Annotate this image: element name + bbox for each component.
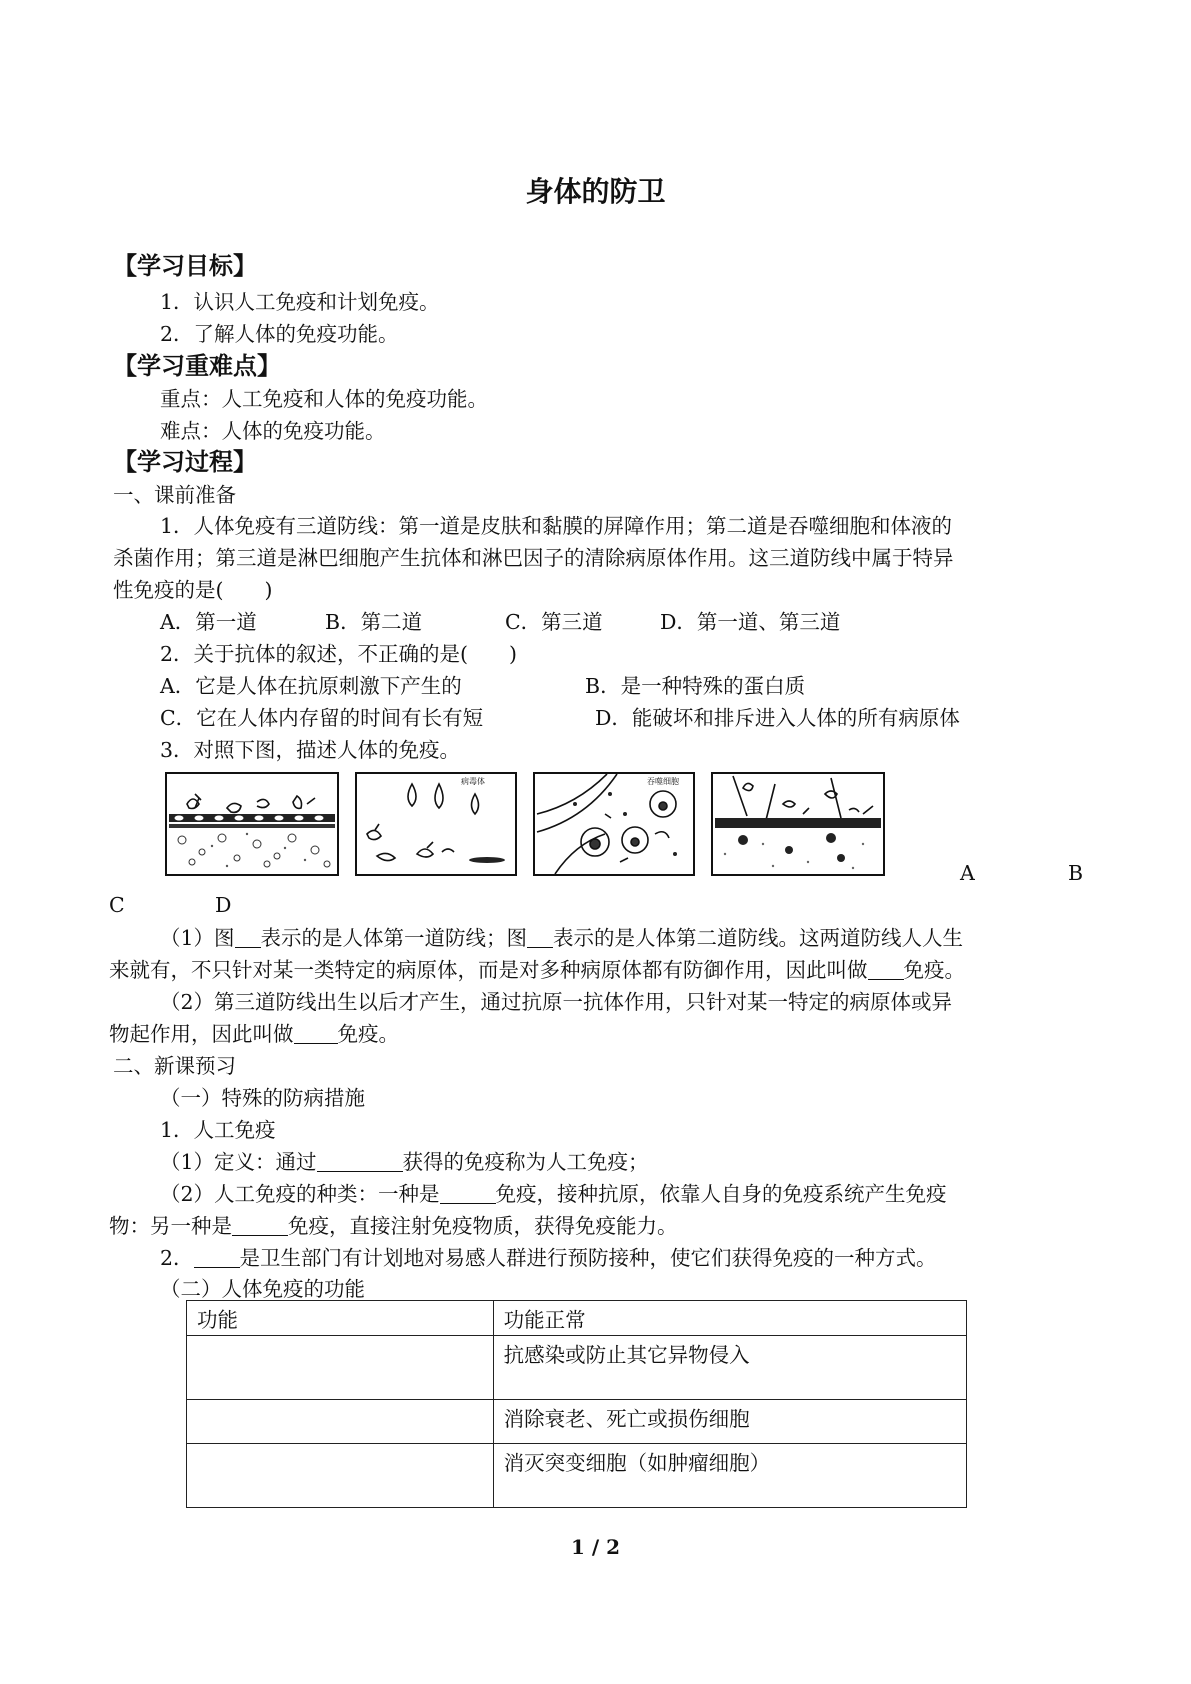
text-segment: （1）图 xyxy=(160,926,235,950)
types-line xyxy=(160,1178,947,1210)
table-cell: 抗感染或防止其它异物侵入 xyxy=(493,1336,966,1400)
q1-option-b: B．第二道 xyxy=(325,610,423,634)
fill-in-1-line xyxy=(160,922,963,954)
q1-option-d: D．第一道、第三道 xyxy=(660,610,841,634)
answer-blank[interactable] xyxy=(317,1149,403,1172)
text-segment: 获得的免疫称为人工免疫； xyxy=(402,1150,649,1174)
question-1-line: 杀菌作用；第三道是淋巴细胞产生抗体和淋巴因子的清除病原体作用。这三道防线中属于特异 xyxy=(113,546,954,570)
key-heading: 【学习重难点】 xyxy=(113,352,281,380)
figure-bactericidal xyxy=(355,772,517,876)
page-number: 1 / 2 xyxy=(570,1535,621,1559)
figure-phagocyte xyxy=(533,772,695,876)
q2-option-d: D．能破坏和排斥进入人体的所有病原体 xyxy=(595,706,960,730)
planned-immunization-line xyxy=(160,1242,937,1274)
fill-in-1-line xyxy=(109,954,965,986)
table-row xyxy=(187,1336,967,1400)
text-segment: 是卫生部门有计划地对易感人群进行预防接种，使它们获得免疫的一种方式。 xyxy=(239,1246,937,1270)
types-line xyxy=(109,1210,678,1242)
figure-label-a: A xyxy=(960,861,975,885)
fill-in-2-line xyxy=(109,1018,399,1050)
q2-option-b: B．是一种特殊的蛋白质 xyxy=(585,674,806,698)
table-cell[interactable] xyxy=(187,1336,494,1400)
text-segment: 表示的是人体第二道防线。这两道防线人人生 xyxy=(553,926,964,950)
preview-subheading: （一）特殊的防病措施 xyxy=(160,1086,365,1110)
table-header-cell: 功能正常 xyxy=(493,1301,966,1336)
figure-label-b: B xyxy=(1068,861,1084,885)
fill-in-2-line: （2）第三道防线出生以后才产生，通过抗原一抗体作用，只针对某一特定的病原体或异 xyxy=(160,990,953,1014)
key-point: 难点：人体的免疫功能。 xyxy=(160,419,386,443)
table-cell: 消除衰老、死亡或损伤细胞 xyxy=(493,1400,966,1444)
q1-option-a: A．第一道 xyxy=(160,610,257,634)
text-segment: 免疫，直接注射免疫物质，获得免疫能力。 xyxy=(288,1214,678,1238)
text-segment: 免疫。 xyxy=(337,1022,399,1046)
answer-blank[interactable] xyxy=(194,1245,240,1268)
preview-subheading: （二）人体免疫的功能 xyxy=(160,1277,365,1301)
q2-option-a: A．它是人体在抗原刺激下产生的 xyxy=(160,674,462,698)
q1-option-c: C．第三道 xyxy=(505,610,603,634)
text-segment: （1）定义：通过 xyxy=(160,1150,317,1174)
question-1-line: 1．人体免疫有三道防线：第一道是皮肤和黏膜的屏障作用；第二道是吞噬细胞和体液的 xyxy=(160,514,953,538)
answer-blank[interactable] xyxy=(232,1213,288,1236)
answer-blank[interactable] xyxy=(440,1181,496,1204)
goal-item: 2．了解人体的免疫功能。 xyxy=(160,322,399,346)
text-segment: 2． xyxy=(160,1246,194,1270)
table-cell[interactable] xyxy=(187,1444,494,1508)
preview-heading: 二、新课预习 xyxy=(113,1054,236,1078)
figure-caption: 病毒体 xyxy=(461,777,485,786)
figure-lymphocyte xyxy=(711,772,885,876)
table-header-row xyxy=(187,1301,967,1336)
answer-blank[interactable] xyxy=(294,1021,338,1044)
immune-function-table xyxy=(186,1300,967,1508)
text-segment: （2）人工免疫的种类：一种是 xyxy=(160,1182,440,1206)
table-header-cell: 功能 xyxy=(187,1301,494,1336)
figure-caption: 吞噬细胞 xyxy=(647,777,679,786)
q2-option-c: C．它在人体内存留的时间有长有短 xyxy=(160,706,484,730)
key-point: 重点：人工免疫和人体的免疫功能。 xyxy=(160,387,488,411)
table-cell: 消灭突变细胞（如肿瘤细胞） xyxy=(493,1444,966,1508)
text-segment: 物起作用，因此叫做 xyxy=(109,1022,294,1046)
question-2: 2．关于抗体的叙述，不正确的是( ) xyxy=(160,642,518,666)
answer-blank[interactable] xyxy=(235,925,261,948)
process-heading: 【学习过程】 xyxy=(113,448,257,476)
answer-blank[interactable] xyxy=(527,925,553,948)
text-segment: 免疫。 xyxy=(903,958,965,982)
prep-heading: 一、课前准备 xyxy=(113,483,236,507)
text-segment: 免疫，接种抗原，依靠人自身的免疫系统产生免疫 xyxy=(495,1182,947,1206)
question-1-line: 性免疫的是( ) xyxy=(113,578,273,602)
figure-skin-barrier xyxy=(165,772,339,876)
text-segment: 物：另一种是 xyxy=(109,1214,232,1238)
table-row xyxy=(187,1444,967,1508)
table-cell[interactable] xyxy=(187,1400,494,1444)
definition-line xyxy=(160,1146,649,1178)
question-3: 3．对照下图，描述人体的免疫。 xyxy=(160,738,461,762)
table-row xyxy=(187,1400,967,1444)
figure-label-d: D xyxy=(215,893,232,917)
goal-item: 1．认识人工免疫和计划免疫。 xyxy=(160,290,440,314)
goals-heading: 【学习目标】 xyxy=(113,252,257,280)
text-segment: 表示的是人体第一道防线；图 xyxy=(260,926,528,950)
text-segment: 来就有，不只针对某一类特定的病原体，而是对多种病原体都有防御作用，因此叫做 xyxy=(109,958,868,982)
preview-item: 1．人工免疫 xyxy=(160,1118,276,1142)
answer-blank[interactable] xyxy=(868,957,904,980)
document-title: 身体的防卫 xyxy=(525,175,666,208)
figure-label-c: C xyxy=(109,893,125,917)
